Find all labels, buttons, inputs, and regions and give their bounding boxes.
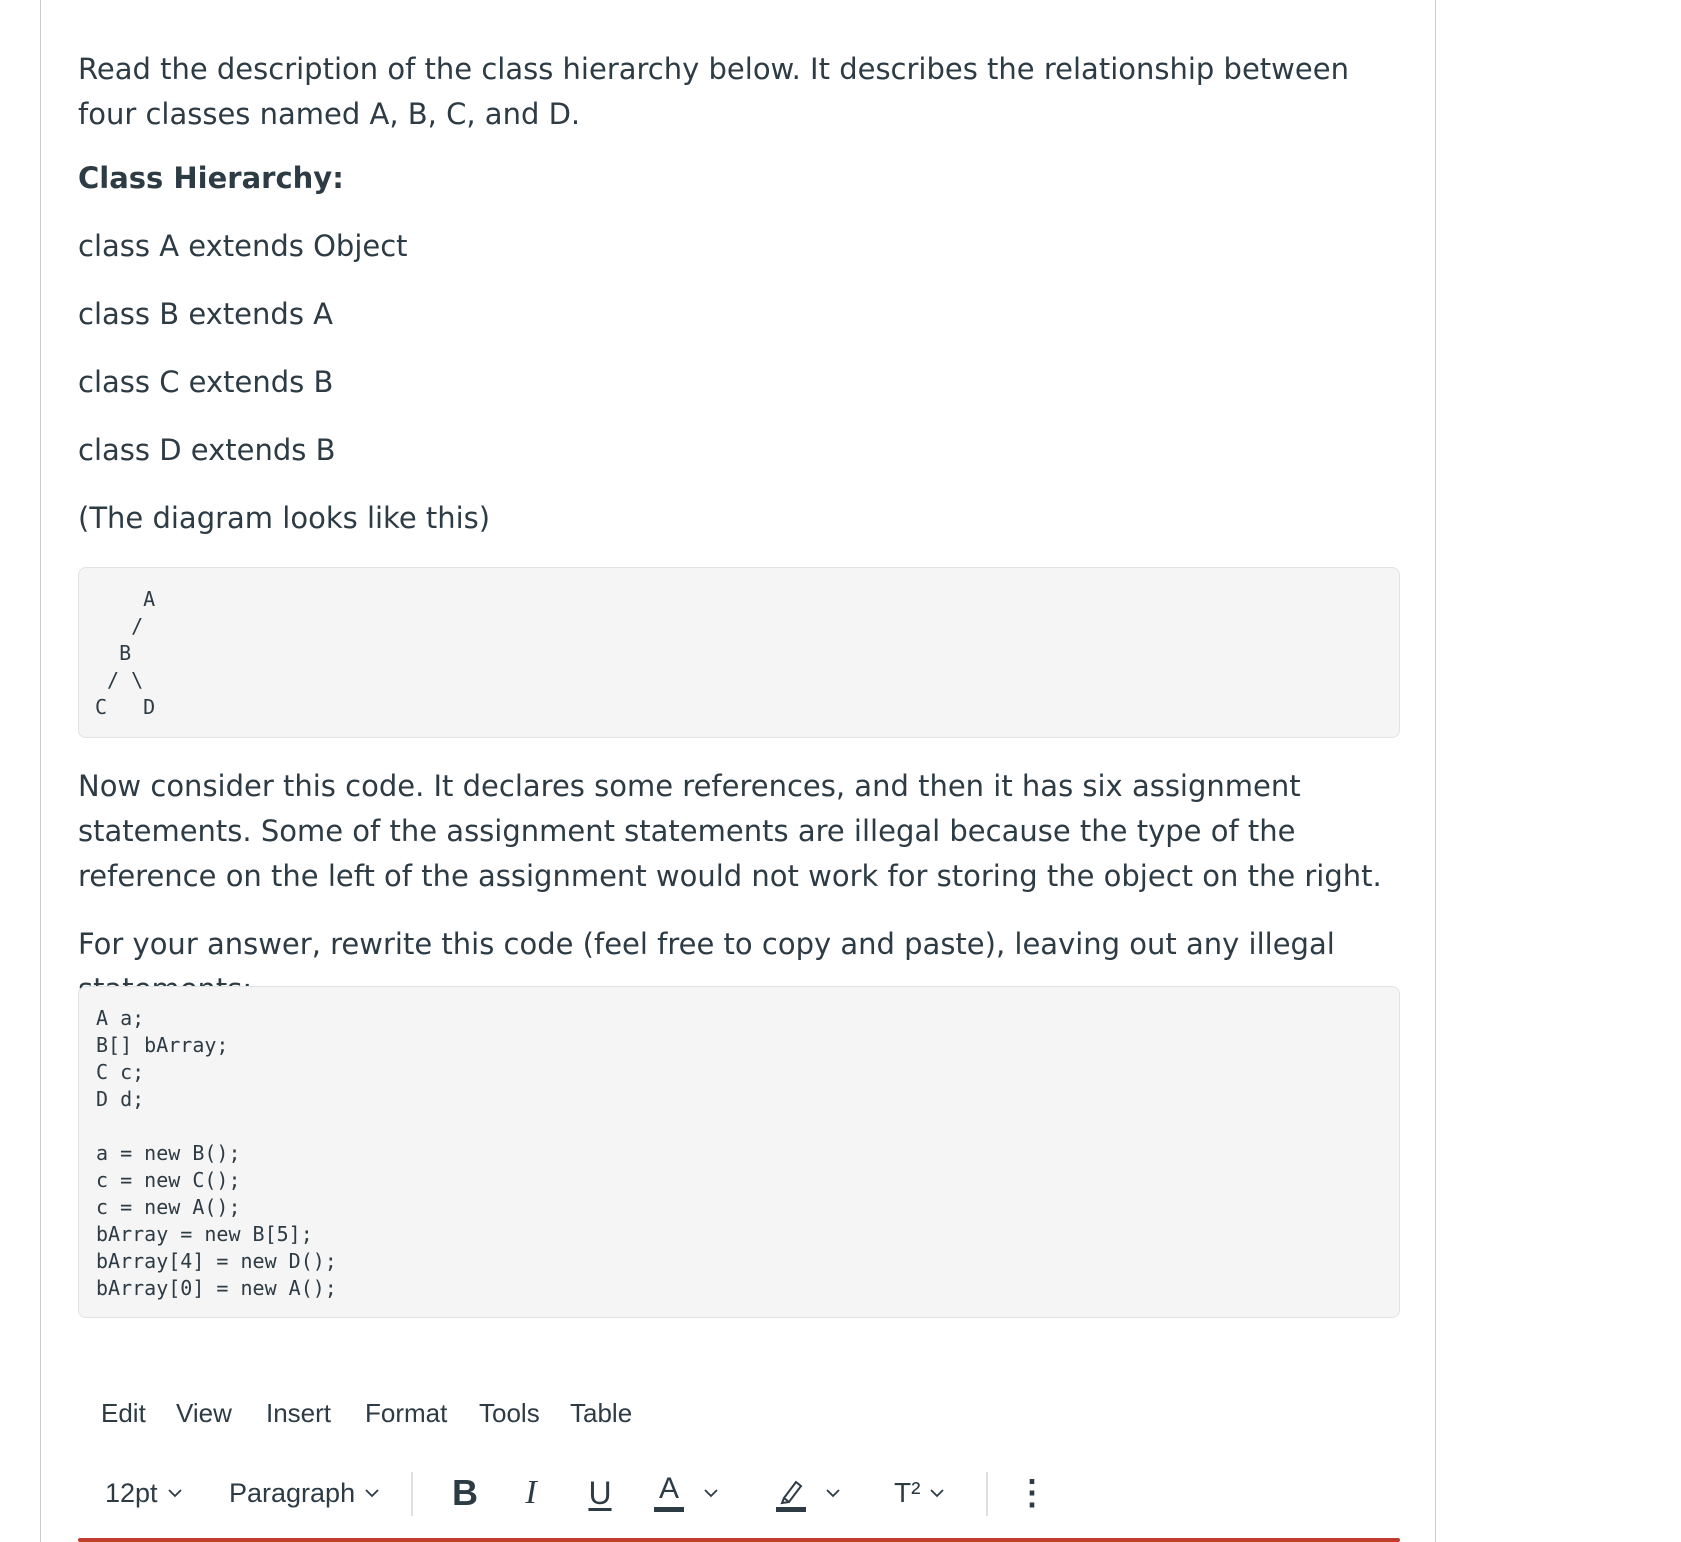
chevron-down-icon bbox=[824, 1484, 842, 1502]
code-line: bArray[0] = new A(); bbox=[96, 1276, 337, 1300]
chevron-down-icon bbox=[363, 1484, 381, 1502]
class-line: class C extends B bbox=[78, 365, 334, 399]
class-line: class D extends B bbox=[78, 433, 336, 467]
menu-table[interactable]: Table bbox=[570, 1398, 633, 1428]
code-block bbox=[78, 986, 1400, 1318]
instructions-text: For your answer, rewrite this code (feel free to copy and paste), leaving out any illegal bbox=[78, 927, 1335, 961]
highlight-color-button[interactable] bbox=[776, 1468, 842, 1518]
more-options-button[interactable] bbox=[1015, 1468, 1049, 1518]
italic-icon: I bbox=[525, 1474, 537, 1511]
chevron-down-icon bbox=[928, 1484, 946, 1502]
underline-icon: U bbox=[588, 1474, 612, 1511]
class-line: class A extends Object bbox=[78, 229, 408, 263]
menu-tools[interactable]: Tools bbox=[479, 1398, 540, 1428]
menu-view[interactable]: View bbox=[176, 1398, 232, 1428]
diagram-line: C D bbox=[95, 695, 156, 719]
font-size-dropdown[interactable] bbox=[105, 1468, 184, 1518]
code-line: a = new B(); bbox=[96, 1141, 241, 1165]
text-color-icon: A bbox=[654, 1472, 684, 1514]
menu-edit[interactable]: Edit bbox=[101, 1398, 146, 1428]
code-line: c = new A(); bbox=[96, 1195, 241, 1219]
text-color-button[interactable] bbox=[654, 1468, 720, 1518]
highlighter-icon bbox=[776, 1472, 806, 1514]
class-line: class B extends A bbox=[78, 297, 333, 331]
diagram-line: / bbox=[95, 614, 144, 638]
toolbar-separator bbox=[986, 1472, 988, 1516]
code-line: c = new C(); bbox=[96, 1168, 241, 1192]
menu-insert[interactable]: Insert bbox=[266, 1398, 332, 1428]
block-format-value: Paragraph bbox=[229, 1477, 356, 1508]
bold-icon: B bbox=[452, 1472, 478, 1513]
more-vertical-icon: ⋮ bbox=[1015, 1474, 1049, 1512]
code-line: bArray[4] = new D(); bbox=[96, 1249, 337, 1273]
editor-toolbar bbox=[62, 1468, 1422, 1518]
code-line: C c; bbox=[96, 1060, 145, 1084]
diagram-line: / \ bbox=[95, 668, 144, 692]
hierarchy-heading: Class Hierarchy: bbox=[78, 161, 344, 195]
code-line: B[] bArray; bbox=[96, 1033, 229, 1057]
underline-button[interactable] bbox=[584, 1468, 616, 1518]
hierarchy-diagram bbox=[78, 567, 1400, 738]
editor-focus-border bbox=[78, 1538, 1400, 1542]
chevron-down-icon bbox=[166, 1484, 184, 1502]
font-size-value: 12pt bbox=[105, 1477, 158, 1508]
superscript-button[interactable] bbox=[894, 1468, 946, 1518]
code-line: A a; bbox=[96, 1006, 145, 1030]
diagram-line: A bbox=[95, 587, 156, 611]
diagram-line: B bbox=[95, 641, 132, 665]
intro-text: Read the description of the class hierarchy below. It describes the relationship between four classes named A, B, C, and D. bbox=[78, 52, 1349, 131]
menu-format[interactable]: Format bbox=[365, 1398, 448, 1428]
consider-text: Now consider this code. It declares some references, and then it has six assignment statements. Some of the assignment statements are illegal because the type of the reference on the left of the assignment would not work for storing the object on the right. bbox=[78, 769, 1382, 893]
block-format-dropdown[interactable] bbox=[229, 1468, 381, 1518]
superscript-icon: T² bbox=[894, 1477, 921, 1508]
code-line bbox=[96, 1113, 1399, 1140]
italic-button[interactable] bbox=[516, 1468, 546, 1518]
bold-button[interactable] bbox=[447, 1468, 483, 1518]
code-line: D d; bbox=[96, 1087, 145, 1111]
code-line: bArray = new B[5]; bbox=[96, 1222, 313, 1246]
chevron-down-icon bbox=[702, 1484, 720, 1502]
diagram-caption: (The diagram looks like this) bbox=[78, 501, 491, 535]
toolbar-separator bbox=[411, 1472, 413, 1516]
